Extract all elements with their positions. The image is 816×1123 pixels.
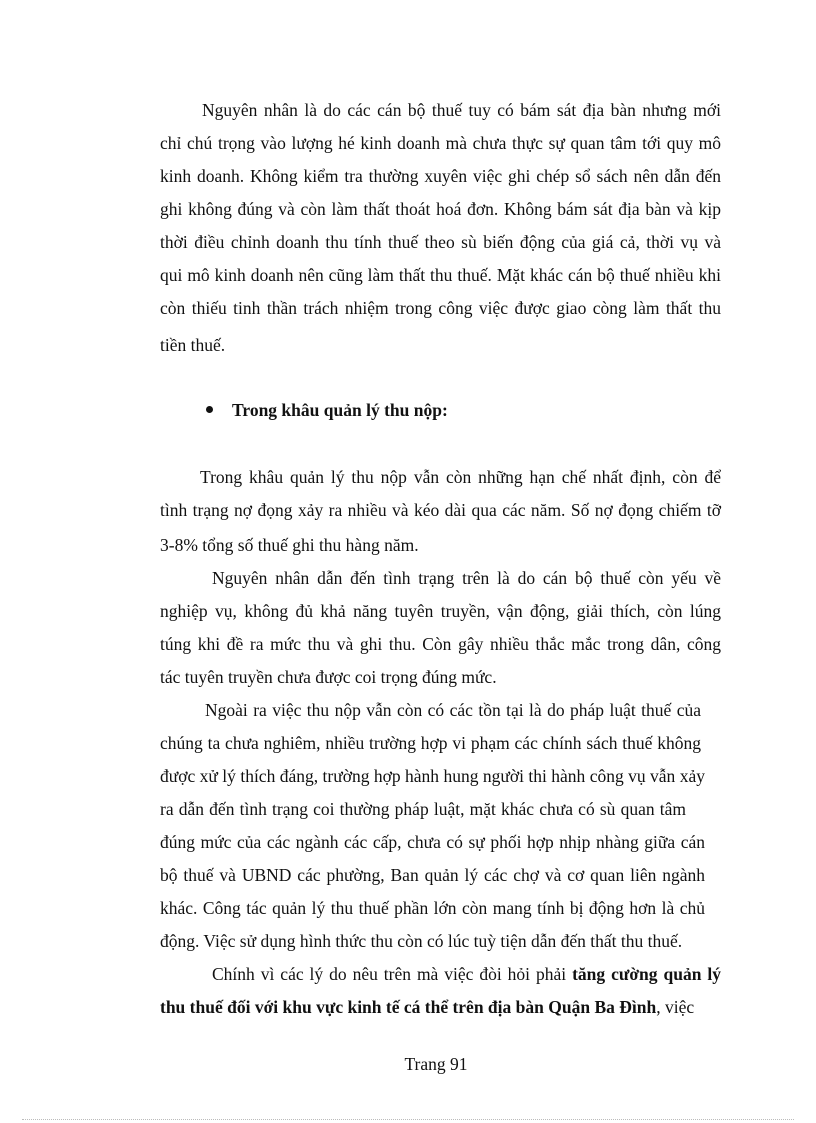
- text-line: chỉ chú trọng vào lượng hé kinh doanh mà chưa thực sự quan tâm tới quy mô: [160, 133, 721, 153]
- text-line: ra dẫn đến tình trạng coi thường pháp luật, mặt khác chưa có sù quan tâm: [160, 799, 686, 819]
- bullet-icon: [206, 406, 213, 413]
- text-line: ghi không đúng và còn làm thất thoát hoá đơn. Không bám sát địa bàn và kịp: [160, 199, 721, 219]
- text-line: tình trạng nợ đọng xảy ra nhiều và kéo dài qua các năm. Số nợ đọng chiếm tỡ: [160, 500, 721, 520]
- text-bold: thu thuế đối với khu vực kinh tế cá thể trên địa bàn Quận Ba Đình: [160, 997, 657, 1017]
- text-line: [160, 995, 694, 1019]
- text-normal: , việc: [656, 997, 695, 1017]
- text-line: nghiệp vụ, không đủ khả năng tuyên truyền, vận động, giải thích, còn lúng: [160, 601, 721, 621]
- text-line: 3-8% tổng số thuế ghi thu hàng năm.: [160, 535, 419, 555]
- text-line: động. Việc sử dụng hình thức thu còn có lúc tuỳ tiện dẫn đến thất thu thuế.: [160, 931, 683, 951]
- text-line: Nguyên nhân là do các cán bộ thuế tuy có bám sát địa bàn nhưng mới: [202, 100, 721, 120]
- text-line: tác tuyên truyền chưa được coi trọng đúng mức.: [160, 667, 497, 687]
- text-line: còn thiếu tinh thần trách nhiệm trong công việc được giao còng làm thất thu: [160, 298, 721, 318]
- text-normal: Chính vì các lý do nêu trên mà việc đòi hỏi phải: [212, 964, 573, 984]
- text-line: Nguyên nhân dẫn đến tình trạng trên là do cán bộ thuế còn yếu về: [212, 568, 721, 588]
- page-bottom-rule: [22, 1119, 794, 1120]
- text-line: bộ thuế và UBND các phường, Ban quản lý các chợ và cơ quan liên ngành: [160, 865, 705, 885]
- text-line: túng khi đề ra mức thu và ghi thu. Còn gây nhiều thắc mắc trong dân, công: [160, 634, 721, 654]
- text-line: khác. Công tác quản lý thu thuế phần lớn còn mang tính bị động hơn là chủ: [160, 898, 705, 918]
- text-line: qui mô kinh doanh nên cũng làm thất thu thuế. Mặt khác cán bộ thuế nhiều khi: [160, 265, 721, 285]
- page-number: Trang 91: [404, 1054, 468, 1074]
- text-line: thời điều chỉnh doanh thu tính thuế theo sù biến động của giá cả, thời vụ và: [160, 232, 721, 252]
- section-heading: Trong khâu quản lý thu nộp:: [232, 400, 448, 420]
- text-line: đúng mức của các ngành các cấp, chưa có sự phối hợp nhịp nhàng giữa cán: [160, 832, 705, 852]
- text-line: kinh doanh. Không kiểm tra thường xuyên việc ghi chép sổ sách nên dẫn đến: [160, 166, 721, 186]
- text-line: [212, 962, 721, 986]
- text-line: Ngoài ra việc thu nộp vẫn còn có các tồn tại là do pháp luật thuế của: [205, 700, 701, 720]
- text-line: tiền thuế.: [160, 335, 226, 355]
- text-line: chúng ta chưa nghiêm, nhiều trường hợp vi phạm các chính sách thuế không: [160, 733, 701, 753]
- text-line: Trong khâu quản lý thu nộp vẫn còn những hạn chế nhất định, còn để: [200, 467, 721, 487]
- text-bold: tăng cường quản lý: [572, 964, 721, 984]
- text-line: được xử lý thích đáng, trường hợp hành hung người thi hành công vụ vẫn xảy: [160, 766, 705, 786]
